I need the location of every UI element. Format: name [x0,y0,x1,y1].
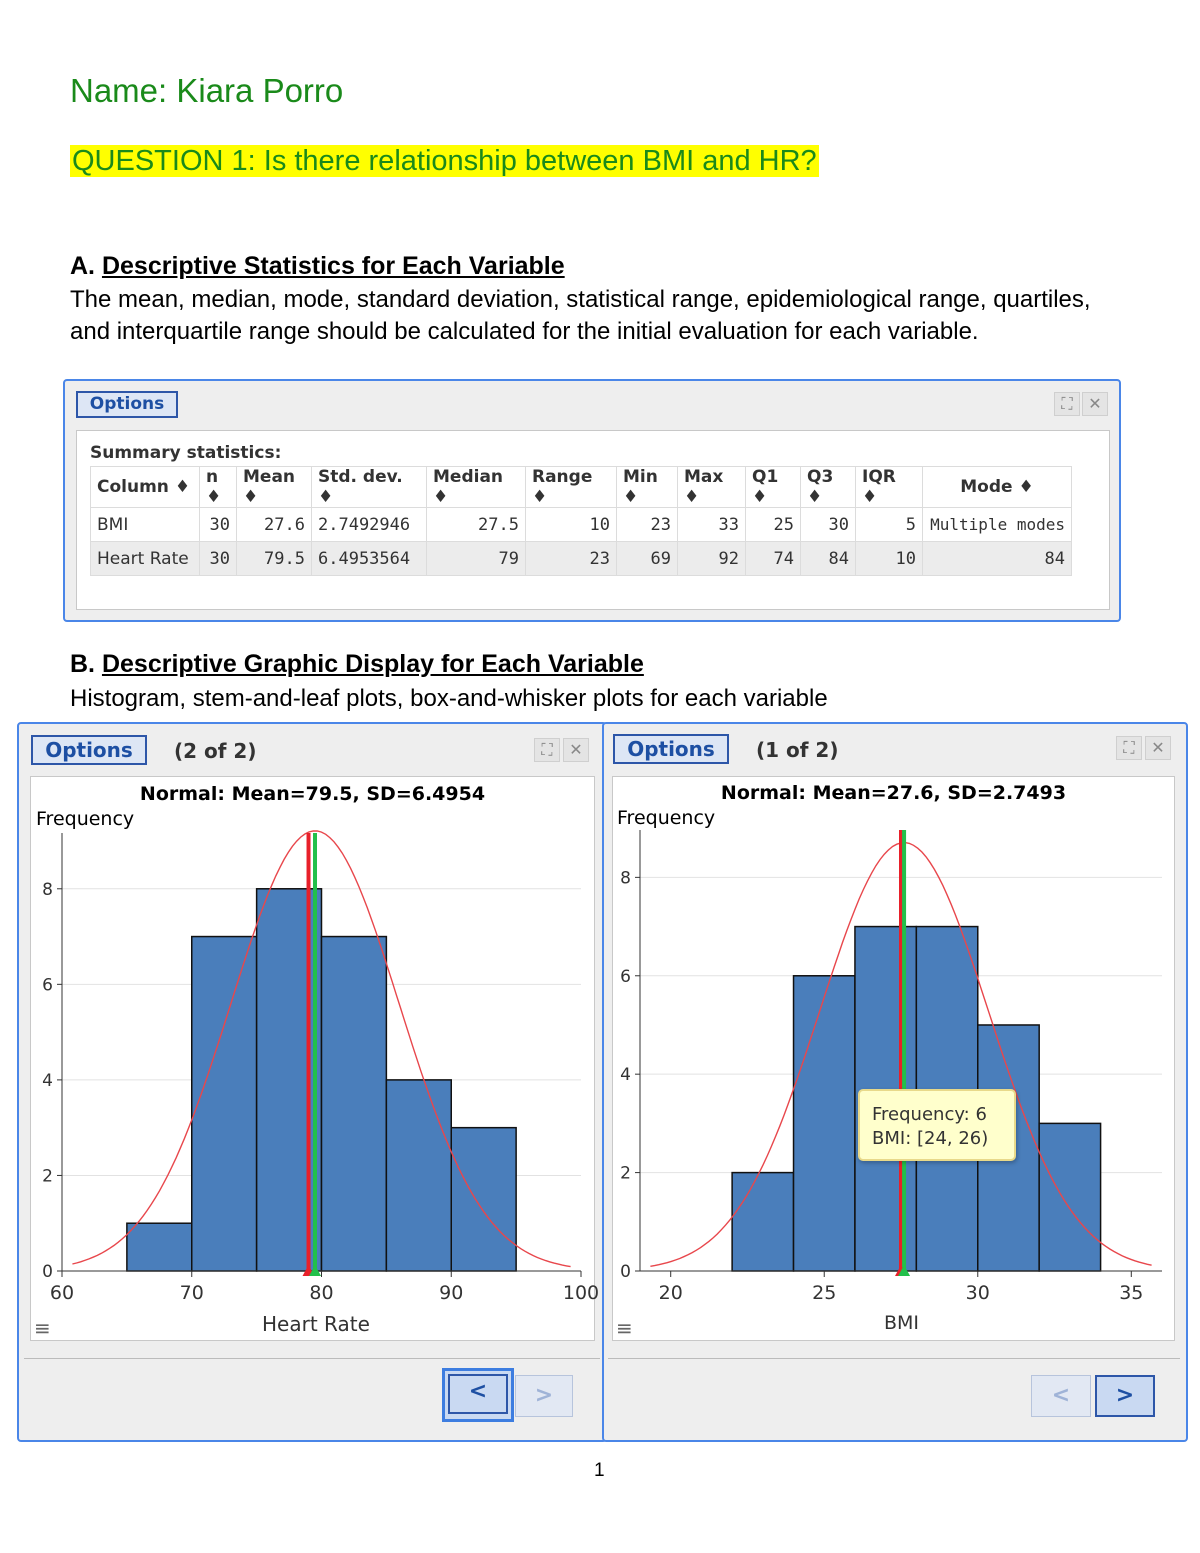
close-icon[interactable]: ✕ [1145,736,1171,760]
table-cell: 33 [678,508,746,542]
close-icon[interactable]: ✕ [1082,392,1108,416]
section-a-title: Descriptive Statistics for Each Variable [101,252,565,280]
section-a-letter: A. [70,252,95,280]
y-tick-label: 6 [620,966,631,987]
y-tick-label: 0 [620,1262,631,1282]
histogram-bar [257,889,322,1271]
col-header[interactable]: Mode ♦ [923,467,1072,508]
table-header-row [91,467,1072,508]
table-cell: 84 [801,542,856,576]
histogram-bar [1039,1123,1100,1271]
student-name: Name: Kiara Porro [70,72,344,109]
col-header[interactable]: Q3 ♦ [801,467,856,508]
table-cell: 23 [617,508,678,542]
left-x-axis-label: Heart Rate [262,1312,370,1336]
hamburger-menu-icon[interactable]: ≡ [34,1316,51,1340]
x-tick-label: 20 [658,1282,683,1304]
y-tick-label: 2 [620,1163,631,1184]
left-next-button[interactable]: > [515,1375,573,1417]
table-cell: Multiple modes [923,508,1072,542]
x-tick-label: 60 [49,1282,75,1304]
table-cell: 27.5 [427,508,526,542]
y-tick-label: 4 [620,1065,631,1086]
expand-icon[interactable]: ⛶ [1054,392,1080,416]
table-cell: 79 [427,542,526,576]
table-cell: 79.5 [237,542,312,576]
table-cell: Heart Rate [91,542,200,576]
table-cell: BMI [91,508,200,542]
right-pager-label: (1 of 2) [756,738,839,762]
col-header[interactable]: Median ♦ [427,467,526,508]
left-y-axis-label: Frequency [36,808,135,830]
left-chart-title: Normal: Mean=79.5, SD=6.4954 [139,783,486,805]
x-tick-label: 30 [965,1282,990,1304]
table-cell: 27.6 [237,508,312,542]
histogram-bar [322,937,387,1271]
expand-icon[interactable]: ⛶ [534,738,560,762]
table-row [91,508,1072,542]
histogram-bar [732,1173,793,1271]
section-b-title: Descriptive Graphic Display for Each Variable [101,650,644,678]
left-pager-label: (2 of 2) [174,739,257,763]
table-cell: 74 [746,542,801,576]
table-cell: 23 [526,542,617,576]
question-text: QUESTION 1: Is there relationship between BMI and HR? [72,145,817,177]
right-prev-button[interactable]: < [1031,1375,1091,1417]
y-tick-label: 0 [42,1262,53,1282]
histogram-bar [192,937,257,1271]
table-cell: 30 [200,542,237,576]
x-tick-label: 70 [179,1282,204,1304]
table-cell: 84 [923,542,1072,576]
right-next-button[interactable]: > [1095,1375,1155,1417]
table-cell: 6.4953564 [312,542,427,576]
histogram-bar [127,1223,192,1271]
histogram-bar [386,1080,451,1271]
table-cell: 92 [678,542,746,576]
page-number: 1 [594,1460,605,1481]
expand-icon[interactable]: ⛶ [1116,736,1142,760]
table-cell: 2.7492946 [312,508,427,542]
x-tick-label: 100 [562,1282,600,1304]
right-options-button[interactable]: Options [613,734,729,764]
heart-rate-histogram [30,776,600,1341]
col-header[interactable]: Mean ♦ [237,467,312,508]
left-options-button[interactable]: Options [31,735,147,765]
section-b-body: Histogram, stem-and-leaf plots, box-and-whisker plots for each variable [70,685,828,712]
right-divider [608,1358,1180,1359]
col-header[interactable]: IQR ♦ [856,467,923,508]
col-header[interactable]: n ♦ [200,467,237,508]
y-tick-label: 6 [42,975,53,996]
hamburger-menu-icon[interactable]: ≡ [616,1316,633,1340]
bmi-histogram [612,776,1175,1341]
left-prev-button[interactable] [442,1368,514,1422]
tooltip-bin: BMI: [24, 26) [872,1128,989,1149]
table-row [91,542,1072,576]
table-cell: 30 [801,508,856,542]
col-header[interactable]: Range ♦ [526,467,617,508]
summary-stats-table [90,466,1072,576]
left-divider [24,1358,600,1359]
x-tick-label: 25 [812,1282,837,1304]
y-tick-label: 2 [42,1166,53,1187]
table-cell: 69 [617,542,678,576]
table-cell: 10 [526,508,617,542]
x-tick-label: 35 [1119,1282,1144,1304]
table-cell: 25 [746,508,801,542]
stats-heading: Summary statistics: [90,443,282,463]
table-cell: 10 [856,542,923,576]
y-tick-label: 8 [42,879,53,900]
table-cell: 5 [856,508,923,542]
right-y-axis-label: Frequency [617,807,716,829]
y-tick-label: 8 [620,868,631,889]
x-tick-label: 90 [439,1282,464,1304]
bmi-tooltip [858,1089,1016,1161]
table-cell: 30 [200,508,237,542]
right-x-axis-label: BMI [884,1312,920,1334]
left-prev-label: < [448,1374,508,1414]
col-header[interactable]: Column ♦ [91,467,200,508]
close-icon[interactable]: ✕ [563,738,589,762]
x-tick-label: 80 [309,1282,334,1304]
histogram-bar [794,976,855,1271]
histogram-bar [451,1128,516,1271]
section-b-letter: B. [70,650,95,678]
col-header[interactable]: Min ♦ [617,467,678,508]
section-a-body: The mean, median, mode, standard deviation, statistical range, epidemiological range, quartiles, and interquartile range should be calculated for the initial evaluation for each variable. [70,286,1091,345]
col-header[interactable]: Std. dev. ♦ [312,467,427,508]
stats-options-button[interactable]: Options [76,391,178,418]
col-header[interactable]: Q1 ♦ [746,467,801,508]
y-tick-label: 4 [42,1070,53,1091]
col-header[interactable]: Max ♦ [678,467,746,508]
section-b-heading [70,650,644,679]
right-chart-title: Normal: Mean=27.6, SD=2.7493 [720,782,1067,804]
question-heading [70,145,819,178]
tooltip-frequency: Frequency: 6 [872,1104,987,1125]
section-a-heading [70,252,565,281]
